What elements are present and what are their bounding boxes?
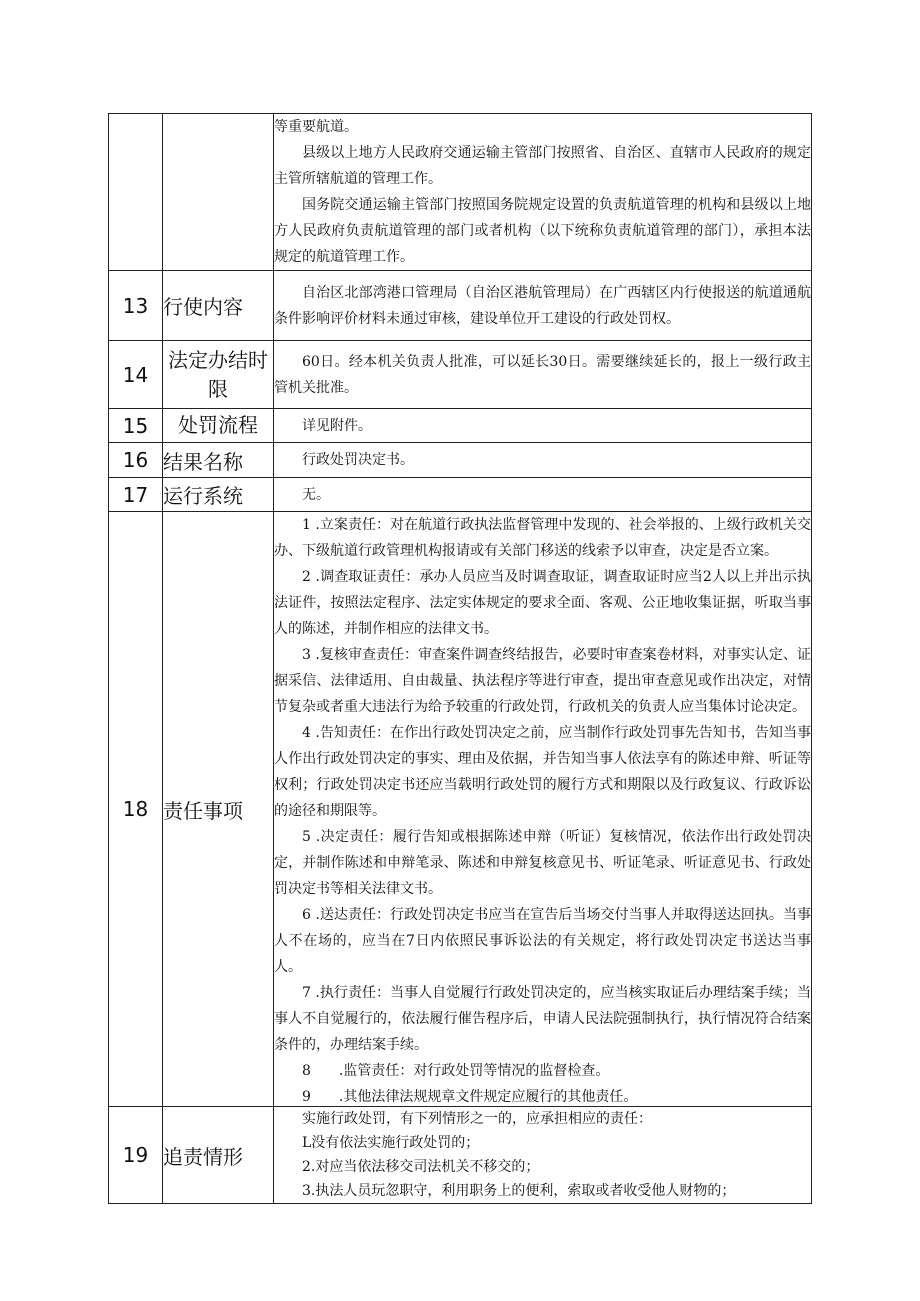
row-number: 19 bbox=[109, 1107, 163, 1204]
table-row bbox=[109, 341, 812, 409]
row-label: 运行系统 bbox=[163, 478, 274, 512]
row-number: 17 bbox=[109, 478, 163, 512]
paragraph: 1 .立案责任：对在航道行政执法监督管理中发现的、社会举报的、上级行政机关交办、下级航道行政管理机构报请或有关部门移送的线索予以审查，决定是否立案。 bbox=[274, 517, 811, 559]
paragraph: 9 .其他法律法规规章文件规定应履行的其他责任。 bbox=[302, 1089, 638, 1105]
paragraph: 4 .告知责任：在作出行政处罚决定之前，应当制作行政处罚事先告知书，告知当事人作出行政处罚决定的事实、理由及依据，并告知当事人依法享有的陈述申辩、听证等权利；行政处罚决定书还应当载明行政处罚的履行方式和期限以及行政复议、行政诉讼的途径和期限等。 bbox=[274, 725, 811, 819]
row-content bbox=[274, 341, 812, 409]
row-content bbox=[274, 114, 812, 271]
row-content bbox=[274, 271, 812, 341]
paragraph: 实施行政处罚，有下列情形之一的，应承担相应的责任： bbox=[302, 1111, 652, 1127]
paragraph: 县级以上地方人民政府交通运输主管部门按照省、自治区、直辖市人民政府的规定主管所辖航道的管理工作。 bbox=[274, 145, 811, 187]
row-label: 法定办结时限 bbox=[163, 341, 274, 409]
paragraph: 详见附件。 bbox=[302, 417, 372, 434]
paragraph: 无。 bbox=[302, 486, 330, 503]
row-number: 15 bbox=[109, 409, 163, 443]
paragraph: 等重要航道。 bbox=[274, 119, 358, 135]
row-label bbox=[163, 114, 274, 271]
paragraph: 7 .执行责任：当事人自觉履行行政处罚决定的，应当核实取证后办理结案手续；当事人不自觉履行的，依法履行催告程序后，申请人民法院强制执行，执行情况符合结案条件的，办理结案手续。 bbox=[274, 985, 811, 1053]
table-row bbox=[109, 443, 812, 478]
row-number: 18 bbox=[109, 512, 163, 1107]
document-table bbox=[108, 113, 812, 1204]
row-number: 14 bbox=[109, 341, 163, 409]
row-number: 16 bbox=[109, 443, 163, 478]
paragraph: 60日。经本机关负责人批准，可以延长30日。需要继续延长的，报上一级行政主管机关批准。 bbox=[274, 353, 811, 396]
row-content bbox=[274, 512, 812, 1107]
row-label: 行使内容 bbox=[163, 271, 274, 341]
row-label: 结果名称 bbox=[163, 443, 274, 478]
paragraph: 8 .监管责任：对行政处罚等情况的监督检查。 bbox=[302, 1063, 610, 1079]
table-row bbox=[109, 271, 812, 341]
table-row bbox=[109, 409, 812, 443]
table-row bbox=[109, 512, 812, 1107]
paragraph: 2 .调查取证责任：承办人员应当及时调查取证，调查取证时应当2人以上并出示执法证件，按照法定程序、法定实体规定的要求全面、客观、公正地收集证据，听取当事人的陈述，并制作相应的法律文书。 bbox=[274, 569, 811, 637]
row-label: 责任事项 bbox=[163, 512, 274, 1107]
clipped-text bbox=[274, 1058, 811, 1106]
paragraph: 5 .决定责任：履行告知或根据陈述申辩（听证）复核情况，依法作出行政处罚决定，并制作陈述和申辩笔录、陈述和申辩复核意见书、听证笔录、听证意见书、行政处罚决定书等相关法律文书。 bbox=[274, 829, 811, 897]
row-content bbox=[274, 443, 812, 478]
row-number: 13 bbox=[109, 271, 163, 341]
paragraph: 国务院交通运输主管部门按照国务院规定设置的负责航道管理的机构和县级以上地方人民政府负责航道管理的部门或者机构（以下统称负责航道管理的部门），承担本法规定的航道管理工作。 bbox=[274, 197, 811, 265]
row-content bbox=[274, 409, 812, 443]
table-row bbox=[109, 478, 812, 512]
paragraph: 3.执法人员玩忽职守，利用职务上的便利，索取或者收受他人财物的； bbox=[302, 1183, 736, 1199]
row-number bbox=[109, 114, 163, 271]
paragraph: 2.对应当依法移交司法机关不移交的； bbox=[302, 1159, 540, 1175]
paragraph: L没有依法实施行政处罚的； bbox=[302, 1135, 480, 1151]
table-row bbox=[109, 114, 812, 271]
paragraph: 自治区北部湾港口管理局（自治区港航管理局）在广西辖区内行使报送的航道通航条件影响评价材料未通过审核，建设单位开工建设的行政处罚权。 bbox=[274, 284, 811, 327]
paragraph: 3 .复核审查责任：审查案件调查终结报告，必要时审查案卷材料，对事实认定、证据采信、法律适用、自由裁量、执法程序等进行审查，提出审查意见或作出决定，对情节复杂或者重大违法行为给予较重的行政处罚，行政机关的负责人应当集体讨论决定。 bbox=[274, 647, 811, 715]
row-content bbox=[274, 1107, 812, 1204]
row-content bbox=[274, 478, 812, 512]
row-label: 追责情形 bbox=[163, 1107, 274, 1204]
paragraph: 行政处罚决定书。 bbox=[302, 452, 414, 468]
row-label: 处罚流程 bbox=[163, 409, 274, 443]
paragraph: 6 .送达责任：行政处罚决定书应当在宣告后当场交付当事人并取得送达回执。当事人不在场的，应当在7日内依照民事诉讼法的有关规定，将行政处罚决定书送达当事人。 bbox=[274, 907, 811, 975]
table-row bbox=[109, 1107, 812, 1204]
